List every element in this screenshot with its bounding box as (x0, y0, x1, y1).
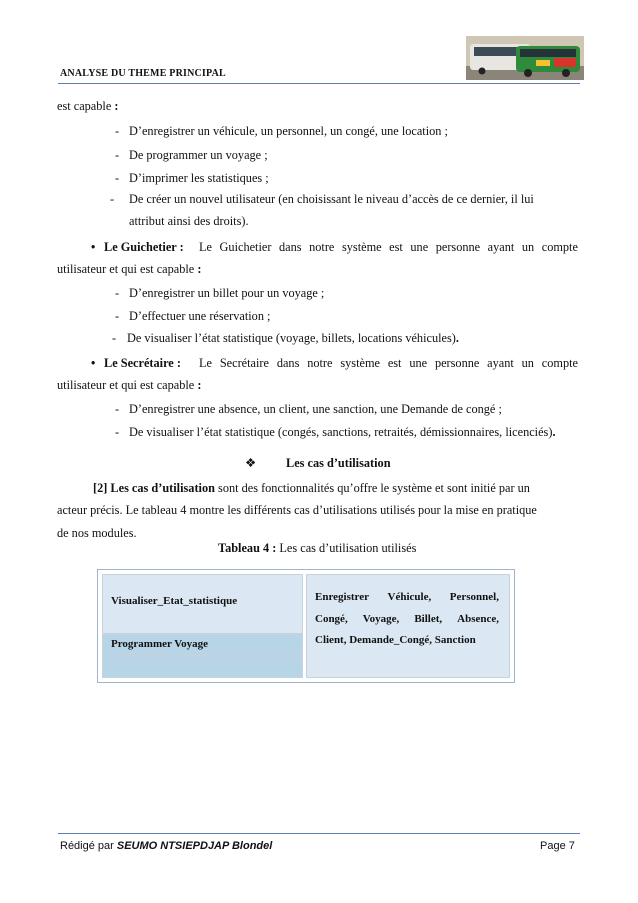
table-cell (102, 634, 303, 656)
word: Le (199, 356, 212, 370)
list-item: De visualiser l’état statistique (voyage, billets, locations véhicules). (127, 331, 459, 345)
role-label-secretaire: Le Secrétaire : (104, 356, 181, 370)
word: ayant (487, 356, 514, 370)
word: compte (541, 356, 578, 370)
list-item-continuation: attribut ainsi des droits). (129, 214, 249, 228)
table-cell (306, 574, 510, 678)
word: un (521, 356, 534, 370)
use-case-table (97, 569, 515, 683)
table-cell (102, 656, 303, 678)
header-divider (58, 83, 580, 84)
list-item: D’enregistrer un billet pour un voyage ; (129, 286, 325, 300)
list-item: D’effectuer une réservation ; (129, 309, 271, 323)
word: notre (307, 356, 333, 370)
role-text-guichetier-2: utilisateur et qui est capable : (57, 262, 202, 276)
word: notre (309, 240, 335, 254)
word: système (340, 356, 380, 370)
diamond-bullet-icon: ❖ (245, 456, 257, 470)
intro-line: est capable : (57, 99, 119, 113)
list-item: D’imprimer les statistiques ; (129, 171, 269, 185)
list-dash: - (115, 148, 120, 162)
page-number: Page 7 (540, 840, 575, 852)
list-dash: - (115, 425, 120, 439)
list-item: De visualiser l’état statistique (congés, sanctions, retraités, démissionnaires, licenciés). (129, 425, 556, 439)
role-label-guichetier: Le Guichetier : (104, 240, 184, 254)
list-dash: - (115, 309, 120, 323)
word: Le (199, 240, 212, 254)
role-text-secretaire (199, 356, 578, 370)
list-item: De créer un nouvel utilisateur (en choisissant le niveau d’accès de ce dernier, il lui (129, 192, 534, 206)
list-item: D’enregistrer une absence, un client, une sanction, une Demande de congé ; (129, 402, 502, 416)
bullet-icon: • (91, 356, 96, 370)
running-header: ANALYSE DU THEME PRINCIPAL (60, 68, 226, 79)
role-text-guichetier (199, 240, 578, 254)
footer-author: Rédigé par SEUMO NTSIEPDJAP Blondel (60, 840, 273, 852)
paragraph-line: [2] Les cas d’utilisation sont des fonctionnalités qu’offre le système et sont initié par un (93, 481, 530, 495)
section-title: Les cas d’utilisation (286, 456, 391, 470)
table-caption: Tableau 4 : Les cas d’utilisation utilisés (218, 541, 417, 555)
word: dans (276, 356, 300, 370)
word: est (389, 240, 403, 254)
word: une (410, 240, 429, 254)
word: personne (435, 240, 481, 254)
list-dash: - (110, 192, 115, 206)
table-cell-text: Programmer Voyage (111, 638, 209, 650)
list-dash: - (115, 171, 120, 185)
table-cell-text: Visualiser_Etat_statistique (111, 595, 238, 607)
role-text-secretaire-2: utilisateur et qui est capable : (57, 378, 202, 392)
word: est (387, 356, 402, 370)
bullet-icon: • (91, 240, 96, 254)
footer-divider (58, 833, 580, 834)
word: un (521, 240, 535, 254)
table-cell-text: Enregistrer Véhicule, Personnel, (315, 591, 499, 603)
table-cell-text: Client, Demande_Congé, Sanction (315, 634, 476, 646)
word: dans (279, 240, 302, 254)
list-item: D’enregistrer un véhicule, un personnel, un congé, une location ; (129, 124, 448, 138)
word: compte (541, 240, 578, 254)
word: personne (434, 356, 480, 370)
word: système (341, 240, 382, 254)
list-item: De programmer un voyage ; (129, 148, 268, 162)
list-dash: - (112, 331, 117, 345)
table-cell (102, 574, 303, 634)
word: Secrétaire (219, 356, 269, 370)
list-dash: - (115, 124, 120, 138)
paragraph-line: acteur précis. Le tableau 4 montre les différents cas d’utilisations utilisés pour la mise en pratique (57, 503, 537, 517)
paragraph-line: de nos modules. (57, 526, 137, 540)
bus-photo-icon (466, 36, 584, 80)
list-dash: - (115, 286, 120, 300)
word: une (409, 356, 428, 370)
word: ayant (487, 240, 515, 254)
list-dash: - (115, 402, 120, 416)
bus-illustration (466, 36, 584, 80)
table-cell-text: Congé, Voyage, Billet, Absence, (315, 613, 499, 625)
word: Guichetier (219, 240, 272, 254)
